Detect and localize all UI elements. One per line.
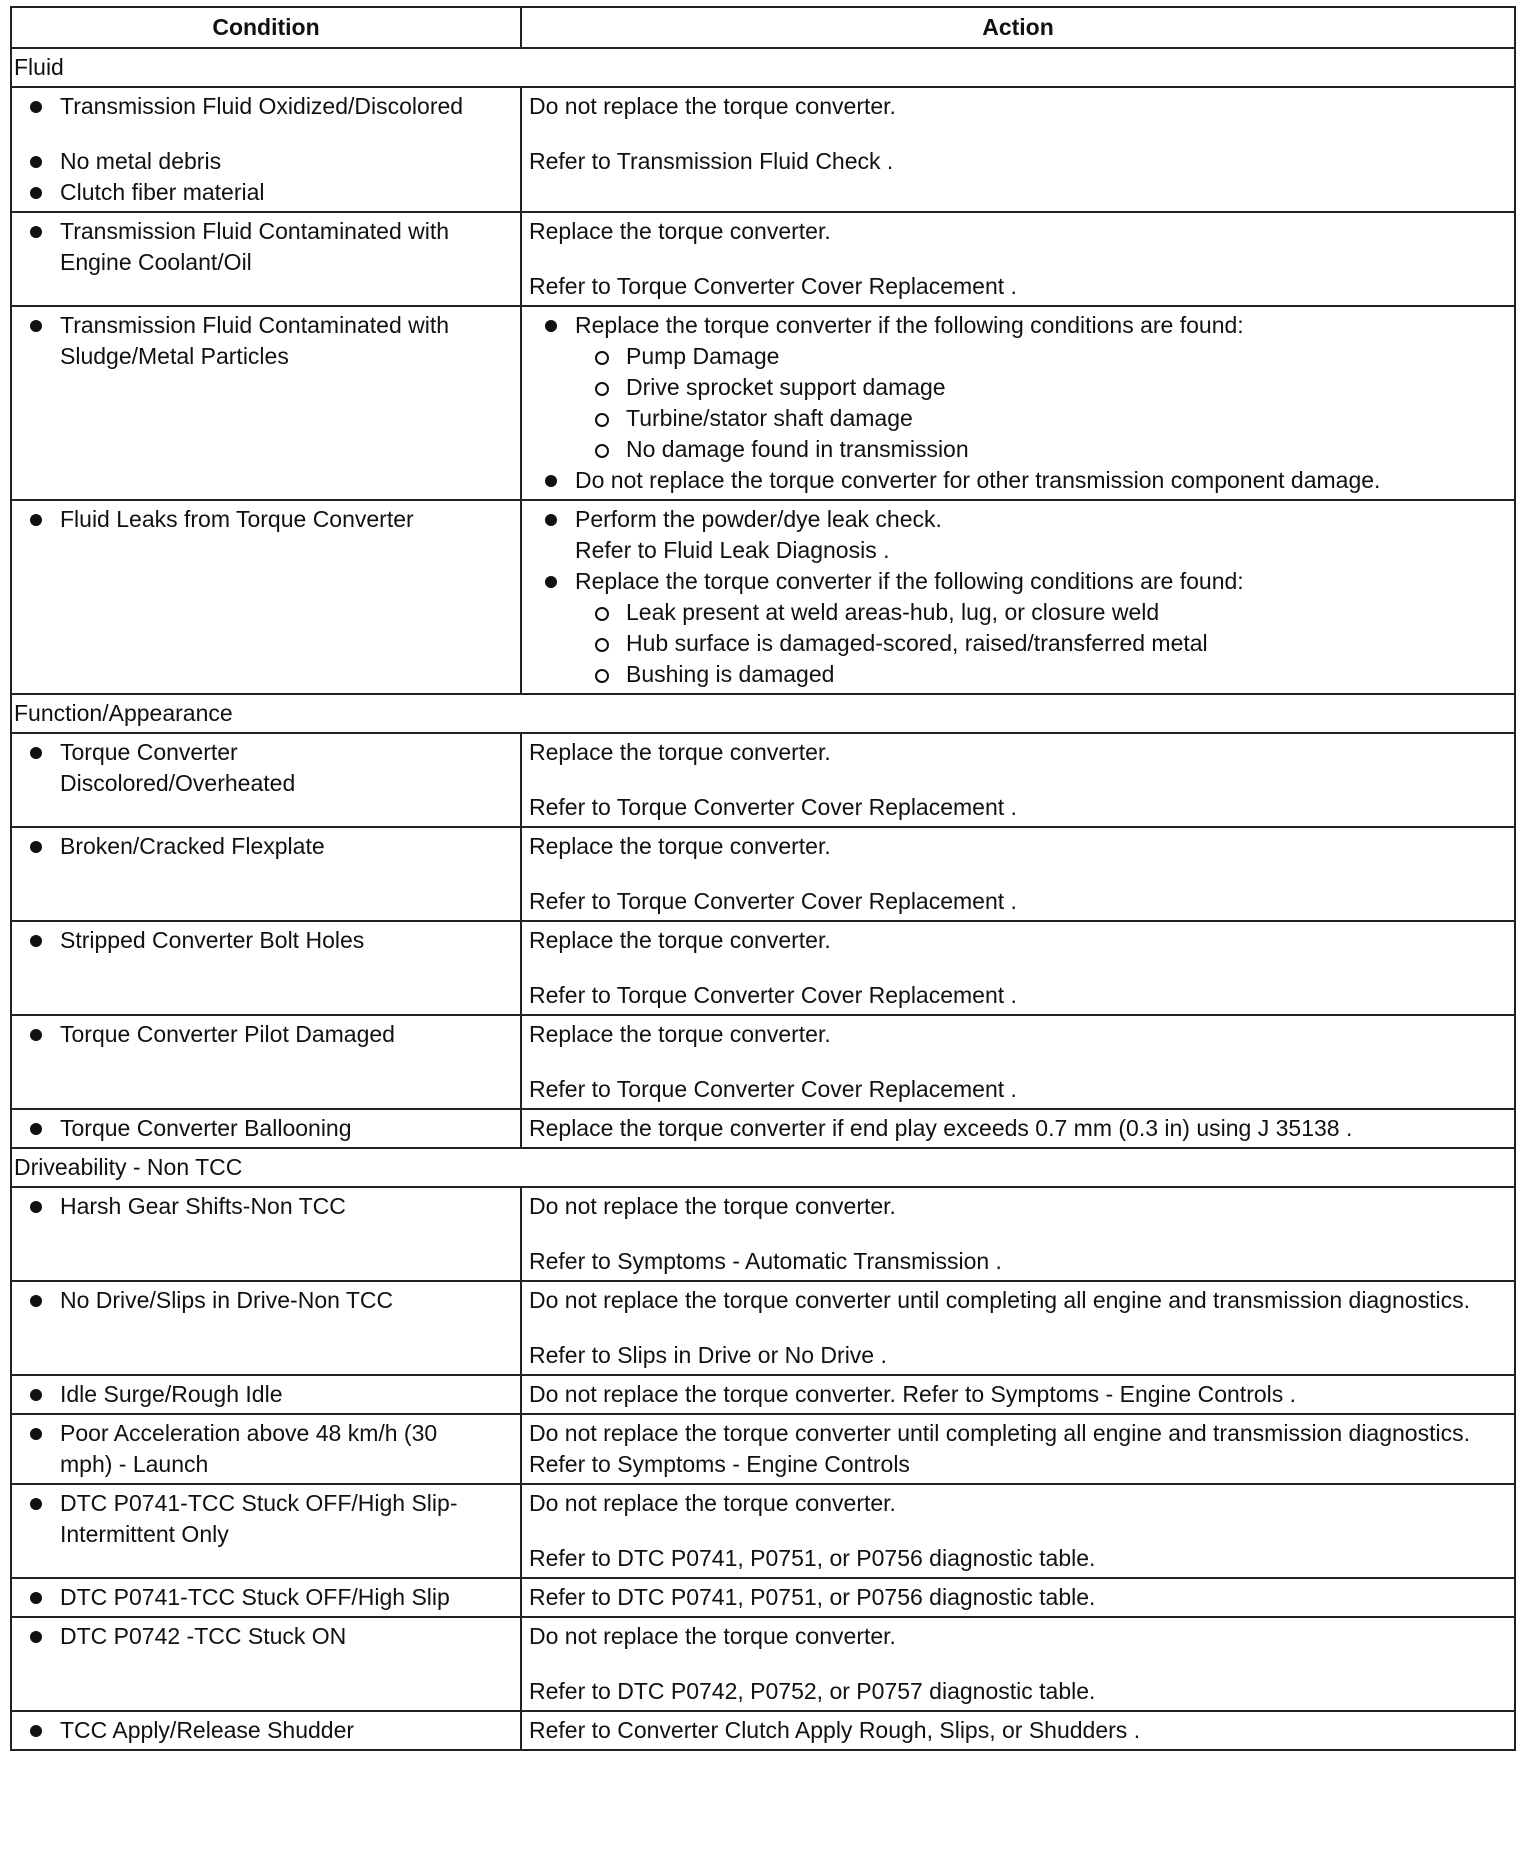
bullet-icon xyxy=(545,514,557,526)
condition-text: DTC P0742 -TCC Stuck ON xyxy=(60,1623,347,1649)
action-reference: Refer to Transmission Fluid Check . xyxy=(529,148,894,174)
action-text: Do not replace the torque converter. xyxy=(529,1490,896,1516)
bullet-icon xyxy=(30,1631,42,1643)
condition-text: Torque Converter Discolored/Overheated xyxy=(60,739,296,796)
action-text: Replace the torque converter if end play exceeds 0.7 mm (0.3 in) using J 35138 . xyxy=(529,1115,1353,1141)
condition-text: Fluid Leaks from Torque Converter xyxy=(60,506,414,532)
condition-cell xyxy=(11,733,521,827)
bullet-icon xyxy=(30,187,42,199)
table-row xyxy=(11,733,1515,827)
circle-bullet-icon xyxy=(595,607,609,621)
condition-cell xyxy=(11,921,521,1015)
condition-text: Torque Converter Ballooning xyxy=(60,1115,352,1141)
table-row xyxy=(11,306,1515,500)
action-reference: Refer to Torque Converter Cover Replacement . xyxy=(529,888,1017,914)
table-row xyxy=(11,1375,1515,1414)
condition-text: DTC P0741-TCC Stuck OFF/High Slip-Intermittent Only xyxy=(60,1490,458,1547)
condition-text: Harsh Gear Shifts-Non TCC xyxy=(60,1193,346,1219)
condition-cell xyxy=(11,1375,521,1414)
table-row xyxy=(11,1015,1515,1109)
section-row xyxy=(11,1148,1515,1187)
condition-cell xyxy=(11,500,521,694)
action-cell xyxy=(521,1484,1515,1578)
table-row xyxy=(11,827,1515,921)
table-row xyxy=(11,1578,1515,1617)
condition-text: DTC P0741-TCC Stuck OFF/High Slip xyxy=(60,1584,450,1610)
action-text: Perform the powder/dye leak check. xyxy=(575,506,942,532)
bullet-icon xyxy=(545,576,557,588)
action-cell xyxy=(521,1617,1515,1711)
condition-cell xyxy=(11,1617,521,1711)
bullet-icon xyxy=(30,935,42,947)
table-row xyxy=(11,921,1515,1015)
action-text: Replace the torque converter if the following conditions are found: xyxy=(575,312,1244,338)
action-text: Replace the torque converter. xyxy=(529,927,831,953)
action-text: Do not replace the torque converter until completing all engine and transmission diagnostics. xyxy=(529,1287,1470,1313)
bullet-icon xyxy=(30,1389,42,1401)
action-text: Replace the torque converter. xyxy=(529,833,831,859)
action-cell xyxy=(521,306,1515,500)
condition-text: Clutch fiber material xyxy=(60,179,265,205)
circle-bullet-icon xyxy=(595,638,609,652)
action-text: Do not replace the torque converter until completing all engine and transmission diagnostics. Refer to Symptoms - Engine Controls xyxy=(529,1420,1470,1477)
action-text: Do not replace the torque converter for other transmission component damage. xyxy=(575,467,1381,493)
bullet-icon xyxy=(30,1201,42,1213)
bullet-icon xyxy=(30,320,42,332)
condition-text: Transmission Fluid Oxidized/Discolored xyxy=(60,93,464,119)
section-function-appearance: Function/Appearance xyxy=(11,694,1515,733)
condition-text: Poor Acceleration above 48 km/h (30 mph) - Launch xyxy=(60,1420,438,1477)
condition-text: No Drive/Slips in Drive-Non TCC xyxy=(60,1287,394,1313)
action-cell xyxy=(521,1187,1515,1281)
action-text: Do not replace the torque converter. xyxy=(529,1193,896,1219)
circle-bullet-icon xyxy=(595,444,609,458)
circle-bullet-icon xyxy=(595,382,609,396)
action-cell xyxy=(521,87,1515,212)
bullet-icon xyxy=(30,1498,42,1510)
circle-bullet-icon xyxy=(595,413,609,427)
action-cell xyxy=(521,1375,1515,1414)
condition-cell xyxy=(11,1484,521,1578)
action-subitem: Hub surface is damaged-scored, raised/transferred metal xyxy=(626,630,1208,656)
section-fluid: Fluid xyxy=(11,48,1515,87)
header-action: Action xyxy=(521,7,1515,48)
action-reference: Refer to Torque Converter Cover Replacement . xyxy=(529,273,1017,299)
action-reference: Refer to DTC P0741, P0751, or P0756 diagnostic table. xyxy=(529,1545,1096,1571)
action-text: Replace the torque converter. xyxy=(529,739,831,765)
action-text: Replace the torque converter if the following conditions are found: xyxy=(575,568,1244,594)
action-text: Do not replace the torque converter. xyxy=(529,93,896,119)
condition-text: No metal debris xyxy=(60,148,222,174)
action-text: Replace the torque converter. xyxy=(529,218,831,244)
bullet-icon xyxy=(30,156,42,168)
action-cell xyxy=(521,1015,1515,1109)
action-text: Do not replace the torque converter. Refer to Symptoms - Engine Controls . xyxy=(529,1381,1297,1407)
bullet-icon xyxy=(545,475,557,487)
bullet-icon xyxy=(30,841,42,853)
bullet-icon xyxy=(30,1295,42,1307)
bullet-icon xyxy=(30,1725,42,1737)
action-reference: Refer to Symptoms - Automatic Transmission . xyxy=(529,1248,1002,1274)
condition-cell xyxy=(11,827,521,921)
action-subitem: Leak present at weld areas-hub, lug, or closure weld xyxy=(626,599,1160,625)
condition-text: Transmission Fluid Contaminated with Engine Coolant/Oil xyxy=(60,218,450,275)
action-cell xyxy=(521,1109,1515,1148)
table-row xyxy=(11,1484,1515,1578)
action-subitem: Drive sprocket support damage xyxy=(626,374,946,400)
condition-cell xyxy=(11,1711,521,1750)
condition-text: TCC Apply/Release Shudder xyxy=(60,1717,355,1743)
table-row xyxy=(11,1109,1515,1148)
condition-text: Idle Surge/Rough Idle xyxy=(60,1381,283,1407)
action-subitem: Pump Damage xyxy=(626,343,780,369)
bullet-icon xyxy=(30,1123,42,1135)
torque-converter-diagnosis-table xyxy=(10,6,1516,1751)
table-row xyxy=(11,1281,1515,1375)
bullet-icon xyxy=(30,1428,42,1440)
condition-cell xyxy=(11,306,521,500)
condition-cell xyxy=(11,1414,521,1484)
diagnosis-document xyxy=(10,6,1516,1751)
action-reference: Refer to Torque Converter Cover Replacement . xyxy=(529,1076,1017,1102)
bullet-icon xyxy=(30,514,42,526)
table-row xyxy=(11,1414,1515,1484)
action-cell xyxy=(521,1414,1515,1484)
condition-cell xyxy=(11,212,521,306)
table-row xyxy=(11,212,1515,306)
circle-bullet-icon xyxy=(595,669,609,683)
condition-text: Broken/Cracked Flexplate xyxy=(60,833,325,859)
action-subitem: No damage found in transmission xyxy=(626,436,969,462)
condition-cell xyxy=(11,1109,521,1148)
condition-cell xyxy=(11,1281,521,1375)
condition-text: Stripped Converter Bolt Holes xyxy=(60,927,365,953)
action-cell xyxy=(521,827,1515,921)
action-subitem: Turbine/stator shaft damage xyxy=(626,405,913,431)
action-reference: Refer to DTC P0741, P0751, or P0756 diagnostic table. xyxy=(529,1584,1096,1610)
section-row xyxy=(11,48,1515,87)
action-cell xyxy=(521,500,1515,694)
action-cell xyxy=(521,921,1515,1015)
condition-text: Transmission Fluid Contaminated with Sludge/Metal Particles xyxy=(60,312,450,369)
action-subitem: Bushing is damaged xyxy=(626,661,835,687)
action-cell xyxy=(521,733,1515,827)
bullet-icon xyxy=(30,226,42,238)
action-reference: Refer to DTC P0742, P0752, or P0757 diagnostic table. xyxy=(529,1678,1096,1704)
bullet-icon xyxy=(545,320,557,332)
header-condition: Condition xyxy=(11,7,521,48)
section-driveability: Driveability - Non TCC xyxy=(11,1148,1515,1187)
action-reference: Refer to Converter Clutch Apply Rough, Slips, or Shudders . xyxy=(529,1717,1141,1743)
table-row xyxy=(11,1617,1515,1711)
bullet-icon xyxy=(30,747,42,759)
bullet-icon xyxy=(30,1592,42,1604)
bullet-icon xyxy=(30,101,42,113)
section-row xyxy=(11,694,1515,733)
table-row xyxy=(11,87,1515,212)
action-reference: Refer to Torque Converter Cover Replacement . xyxy=(529,794,1017,820)
condition-text: Torque Converter Pilot Damaged xyxy=(60,1021,395,1047)
condition-cell xyxy=(11,1187,521,1281)
condition-cell xyxy=(11,1578,521,1617)
condition-cell xyxy=(11,87,521,212)
table-row xyxy=(11,1711,1515,1750)
circle-bullet-icon xyxy=(595,351,609,365)
action-text: Replace the torque converter. xyxy=(529,1021,831,1047)
bullet-icon xyxy=(30,1029,42,1041)
table-row xyxy=(11,1187,1515,1281)
action-reference: Refer to Fluid Leak Diagnosis . xyxy=(575,537,890,563)
action-cell xyxy=(521,212,1515,306)
action-text: Do not replace the torque converter. xyxy=(529,1623,896,1649)
header-row xyxy=(11,7,1515,48)
table-row xyxy=(11,500,1515,694)
action-reference: Refer to Slips in Drive or No Drive . xyxy=(529,1342,887,1368)
action-cell xyxy=(521,1578,1515,1617)
condition-cell xyxy=(11,1015,521,1109)
action-cell xyxy=(521,1281,1515,1375)
action-reference: Refer to Torque Converter Cover Replacement . xyxy=(529,982,1017,1008)
action-cell xyxy=(521,1711,1515,1750)
